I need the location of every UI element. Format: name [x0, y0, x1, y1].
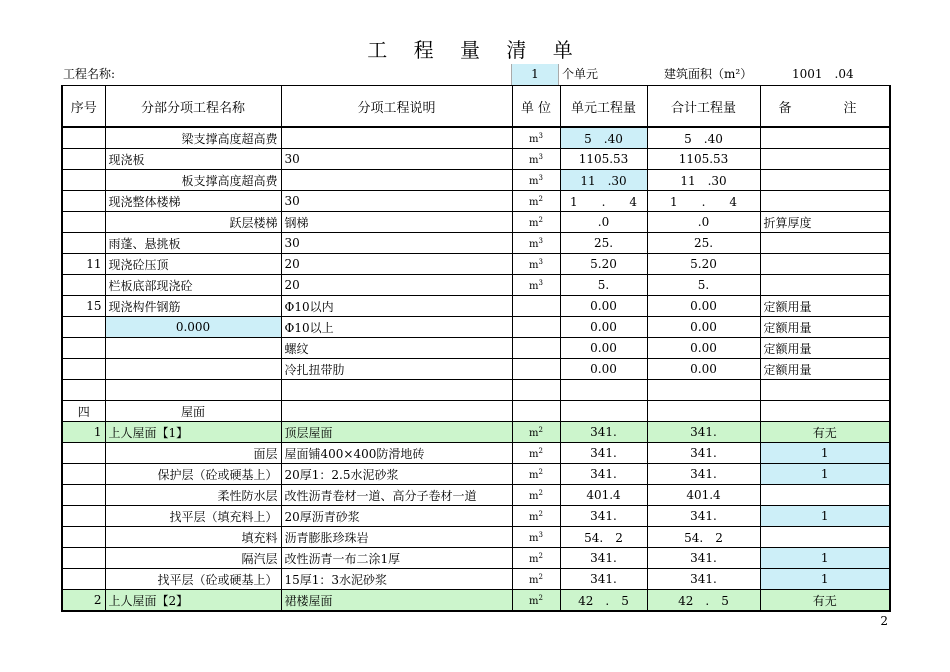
header-total-quantity: 合计工程量: [647, 86, 760, 128]
total-quantity-cell[interactable]: 341.: [647, 548, 760, 569]
total-quantity-cell[interactable]: 341.: [647, 443, 760, 464]
total-quantity-cell[interactable]: 5 .40: [647, 127, 760, 149]
total-quantity-cell[interactable]: 42 . 5: [647, 590, 760, 612]
remarks-cell[interactable]: 有无: [760, 422, 890, 443]
total-quantity-cell[interactable]: 341.: [647, 464, 760, 485]
total-quantity-cell[interactable]: 1 . 4: [647, 191, 760, 212]
table-row: [62, 359, 890, 380]
row-no-cell[interactable]: [62, 191, 105, 212]
remarks-cell[interactable]: [760, 401, 890, 422]
description-cell[interactable]: 螺纹: [281, 338, 512, 359]
total-quantity-cell[interactable]: 0.00: [647, 296, 760, 317]
item-name-cell[interactable]: 雨蓬、悬挑板: [105, 233, 281, 254]
units-label: 个单元: [562, 67, 599, 81]
table-row: [62, 317, 890, 338]
row-no-cell[interactable]: [62, 149, 105, 170]
description-cell[interactable]: 裙楼屋面: [281, 590, 512, 612]
description-cell[interactable]: 20厚1：2.5水泥砂浆: [281, 464, 512, 485]
table-row: [62, 212, 890, 233]
description-cell[interactable]: 改性沥青卷材一道、高分子卷材一道: [281, 485, 512, 506]
table-row: [62, 401, 890, 422]
remarks-cell[interactable]: [760, 275, 890, 296]
total-quantity-cell[interactable]: [647, 401, 760, 422]
units-count-cell[interactable]: 1: [511, 64, 559, 85]
unit-quantity-cell[interactable]: 341.: [560, 422, 647, 443]
unit-cell[interactable]: $m^3$: [512, 527, 560, 548]
row-no-cell[interactable]: [62, 464, 105, 485]
unit-cell[interactable]: $m^2$: [512, 590, 560, 612]
table-row: [62, 380, 890, 401]
unit-cell[interactable]: [512, 380, 560, 401]
total-quantity-cell[interactable]: 1105.53: [647, 149, 760, 170]
item-name-cell[interactable]: 找平层（砼或硬基上）: [105, 569, 281, 590]
unit-quantity-cell[interactable]: 1 . 4: [560, 191, 647, 212]
description-cell[interactable]: 30: [281, 191, 512, 212]
total-quantity-cell[interactable]: 341.: [647, 422, 760, 443]
remarks-cell[interactable]: [760, 191, 890, 212]
total-quantity-cell[interactable]: [647, 380, 760, 401]
remarks-cell[interactable]: [760, 127, 890, 149]
row-no-cell[interactable]: 15: [62, 296, 105, 317]
header-item-name: 分部分项工程名称: [105, 86, 281, 128]
total-quantity-cell[interactable]: 0.00: [647, 359, 760, 380]
total-quantity-cell[interactable]: 341.: [647, 506, 760, 527]
table-row: [62, 254, 890, 275]
row-no-cell[interactable]: [62, 485, 105, 506]
unit-quantity-cell[interactable]: 42 . 5: [560, 590, 647, 612]
remarks-cell[interactable]: [760, 254, 890, 275]
table-row: [62, 485, 890, 506]
unit-quantity-cell[interactable]: [560, 401, 647, 422]
row-no-cell[interactable]: [62, 212, 105, 233]
unit-cell[interactable]: $m^2$: [512, 212, 560, 233]
remarks-cell[interactable]: 1: [760, 464, 890, 485]
description-cell[interactable]: 沥青膨胀珍珠岩: [281, 527, 512, 548]
unit-cell[interactable]: [512, 359, 560, 380]
remarks-cell[interactable]: [760, 527, 890, 548]
description-cell[interactable]: 顶层屋面: [281, 422, 512, 443]
item-name-cell[interactable]: 0.000: [105, 317, 281, 338]
table-row: [62, 569, 890, 590]
item-name-cell[interactable]: 屋面: [105, 401, 281, 422]
description-cell[interactable]: 15厚1：3水泥砂浆: [281, 569, 512, 590]
item-name-cell[interactable]: 上人屋面【1】: [105, 422, 281, 443]
total-quantity-cell[interactable]: 25.: [647, 233, 760, 254]
unit-cell[interactable]: $m^3$: [512, 254, 560, 275]
header-description: 分项工程说明: [281, 86, 512, 128]
item-name-cell[interactable]: 面层: [105, 443, 281, 464]
description-cell[interactable]: 冷扎扭带肋: [281, 359, 512, 380]
unit-quantity-cell[interactable]: 341.: [560, 506, 647, 527]
item-name-cell[interactable]: 跃层楼梯: [105, 212, 281, 233]
table-header-row: [62, 86, 890, 128]
description-cell[interactable]: 30: [281, 233, 512, 254]
description-cell[interactable]: 20: [281, 254, 512, 275]
table-row: [62, 464, 890, 485]
total-quantity-cell[interactable]: 11 .30: [647, 170, 760, 191]
remarks-cell[interactable]: [760, 485, 890, 506]
table-row: [62, 233, 890, 254]
row-no-cell[interactable]: [62, 527, 105, 548]
item-name-cell[interactable]: 保护层（砼或硬基上）: [105, 464, 281, 485]
item-name-cell[interactable]: 现浇砼压顶: [105, 254, 281, 275]
remarks-cell[interactable]: 定额用量: [760, 338, 890, 359]
item-name-cell[interactable]: 现浇构件钢筋: [105, 296, 281, 317]
total-quantity-cell[interactable]: 0.00: [647, 317, 760, 338]
remarks-cell[interactable]: [760, 233, 890, 254]
unit-quantity-cell[interactable]: 11 .30: [560, 170, 647, 191]
item-name-cell[interactable]: 隔汽层: [105, 548, 281, 569]
description-cell[interactable]: Φ10以上: [281, 317, 512, 338]
remarks-cell[interactable]: 折算厚度: [760, 212, 890, 233]
unit-quantity-cell[interactable]: 5 .40: [560, 127, 647, 149]
item-name-cell[interactable]: [105, 359, 281, 380]
header-unit-quantity: 单元工程量: [560, 86, 647, 128]
description-cell[interactable]: [281, 127, 512, 149]
remarks-cell[interactable]: 1: [760, 506, 890, 527]
project-meta: [0, 64, 950, 85]
unit-cell[interactable]: [512, 296, 560, 317]
header-unit: 单 位: [512, 86, 560, 128]
row-no-cell[interactable]: [62, 569, 105, 590]
remarks-cell[interactable]: 1: [760, 548, 890, 569]
unit-cell[interactable]: $m^3$: [512, 127, 560, 149]
total-quantity-cell[interactable]: 341.: [647, 569, 760, 590]
header-remarks: 备 注: [760, 86, 890, 128]
unit-quantity-cell[interactable]: 401.4: [560, 485, 647, 506]
item-name-cell[interactable]: [105, 338, 281, 359]
remarks-cell[interactable]: 1: [760, 569, 890, 590]
total-quantity-cell[interactable]: 5.20: [647, 254, 760, 275]
row-no-cell[interactable]: [62, 233, 105, 254]
item-name-cell[interactable]: 填充料: [105, 527, 281, 548]
remarks-cell[interactable]: 定额用量: [760, 296, 890, 317]
item-name-cell[interactable]: 柔性防水层: [105, 485, 281, 506]
table-row: [62, 170, 890, 191]
total-quantity-cell[interactable]: 54. 2: [647, 527, 760, 548]
table-row: [62, 443, 890, 464]
unit-cell[interactable]: $m^2$: [512, 506, 560, 527]
item-name-cell[interactable]: 现浇整体楼梯: [105, 191, 281, 212]
remarks-cell[interactable]: [760, 170, 890, 191]
row-no-cell[interactable]: [62, 443, 105, 464]
unit-cell[interactable]: $m^2$: [512, 464, 560, 485]
row-no-cell[interactable]: 四: [62, 401, 105, 422]
unit-quantity-cell[interactable]: 0.00: [560, 338, 647, 359]
total-quantity-cell[interactable]: .0: [647, 212, 760, 233]
item-name-cell[interactable]: 栏板底部现浇砼: [105, 275, 281, 296]
page-number: 2: [880, 614, 888, 628]
description-cell[interactable]: 钢梯: [281, 212, 512, 233]
row-no-cell[interactable]: [62, 548, 105, 569]
unit-cell[interactable]: $m^2$: [512, 443, 560, 464]
table-row: [62, 422, 890, 443]
page-title: 工 程 量 清 单: [367, 38, 583, 62]
row-no-cell[interactable]: [62, 380, 105, 401]
unit-quantity-cell[interactable]: 5.: [560, 275, 647, 296]
unit-cell[interactable]: $m^2$: [512, 422, 560, 443]
item-name-cell[interactable]: 上人屋面【2】: [105, 590, 281, 612]
unit-quantity-cell[interactable]: 25.: [560, 233, 647, 254]
unit-cell[interactable]: $m^2$: [512, 485, 560, 506]
item-name-cell[interactable]: 现浇板: [105, 149, 281, 170]
unit-quantity-cell[interactable]: 341.: [560, 443, 647, 464]
unit-cell[interactable]: $m^3$: [512, 275, 560, 296]
description-cell[interactable]: [281, 380, 512, 401]
unit-cell[interactable]: $m^3$: [512, 170, 560, 191]
table-row: [62, 506, 890, 527]
remarks-cell[interactable]: [760, 380, 890, 401]
unit-quantity-cell[interactable]: .0: [560, 212, 647, 233]
unit-cell[interactable]: $m^3$: [512, 149, 560, 170]
total-quantity-cell[interactable]: 5.: [647, 275, 760, 296]
unit-quantity-cell[interactable]: 5.20: [560, 254, 647, 275]
description-cell[interactable]: [281, 170, 512, 191]
item-name-cell[interactable]: [105, 380, 281, 401]
row-no-cell[interactable]: [62, 127, 105, 149]
unit-quantity-cell[interactable]: 1105.53: [560, 149, 647, 170]
description-cell[interactable]: 20: [281, 275, 512, 296]
unit-quantity-cell[interactable]: 341.: [560, 569, 647, 590]
row-no-cell[interactable]: [62, 275, 105, 296]
unit-quantity-cell[interactable]: 0.00: [560, 317, 647, 338]
unit-cell[interactable]: [512, 401, 560, 422]
project-name-label: 工程名称:: [63, 67, 116, 81]
area-value: 1001 .04: [792, 67, 854, 81]
remarks-cell[interactable]: 1: [760, 443, 890, 464]
row-no-cell[interactable]: 1: [62, 422, 105, 443]
remarks-cell[interactable]: 定额用量: [760, 359, 890, 380]
unit-cell[interactable]: $m^3$: [512, 233, 560, 254]
total-quantity-cell[interactable]: 401.4: [647, 485, 760, 506]
item-name-cell[interactable]: 找平层（填充料上）: [105, 506, 281, 527]
description-cell[interactable]: 屋面铺400×400防滑地砖: [281, 443, 512, 464]
row-no-cell[interactable]: 2: [62, 590, 105, 612]
remarks-cell[interactable]: 定额用量: [760, 317, 890, 338]
item-name-cell[interactable]: 板支撑高度超高费: [105, 170, 281, 191]
table-row: [62, 191, 890, 212]
table-row: [62, 548, 890, 569]
table-row: [62, 296, 890, 317]
header-no: 序号: [62, 86, 105, 128]
row-no-cell[interactable]: [62, 506, 105, 527]
unit-quantity-cell[interactable]: 54. 2: [560, 527, 647, 548]
description-cell[interactable]: Φ10以内: [281, 296, 512, 317]
table-row: [62, 275, 890, 296]
table-row: [62, 149, 890, 170]
quantity-table: [61, 85, 891, 612]
unit-cell[interactable]: $m^2$: [512, 569, 560, 590]
unit-cell[interactable]: [512, 338, 560, 359]
unit-quantity-cell[interactable]: [560, 380, 647, 401]
unit-quantity-cell[interactable]: 341.: [560, 548, 647, 569]
total-quantity-cell[interactable]: 0.00: [647, 338, 760, 359]
unit-cell[interactable]: $m^2$: [512, 548, 560, 569]
remarks-cell[interactable]: 有无: [760, 590, 890, 612]
description-cell[interactable]: 30: [281, 149, 512, 170]
description-cell[interactable]: 20厚沥青砂浆: [281, 506, 512, 527]
unit-quantity-cell[interactable]: 0.00: [560, 359, 647, 380]
unit-quantity-cell[interactable]: 0.00: [560, 296, 647, 317]
area-label: 建筑面积（m²）: [664, 67, 753, 81]
table-row: [62, 590, 890, 612]
row-no-cell[interactable]: [62, 170, 105, 191]
unit-cell[interactable]: $m^2$: [512, 191, 560, 212]
row-no-cell[interactable]: [62, 317, 105, 338]
description-cell[interactable]: 改性沥青一布二涂1厚: [281, 548, 512, 569]
row-no-cell[interactable]: [62, 338, 105, 359]
row-no-cell[interactable]: [62, 359, 105, 380]
description-cell[interactable]: [281, 401, 512, 422]
unit-quantity-cell[interactable]: 341.: [560, 464, 647, 485]
unit-cell[interactable]: [512, 317, 560, 338]
item-name-cell[interactable]: 梁支撑高度超高费: [105, 127, 281, 149]
table-row: [62, 127, 890, 149]
table-row: [62, 338, 890, 359]
remarks-cell[interactable]: [760, 149, 890, 170]
table-row: [62, 527, 890, 548]
row-no-cell[interactable]: 11: [62, 254, 105, 275]
